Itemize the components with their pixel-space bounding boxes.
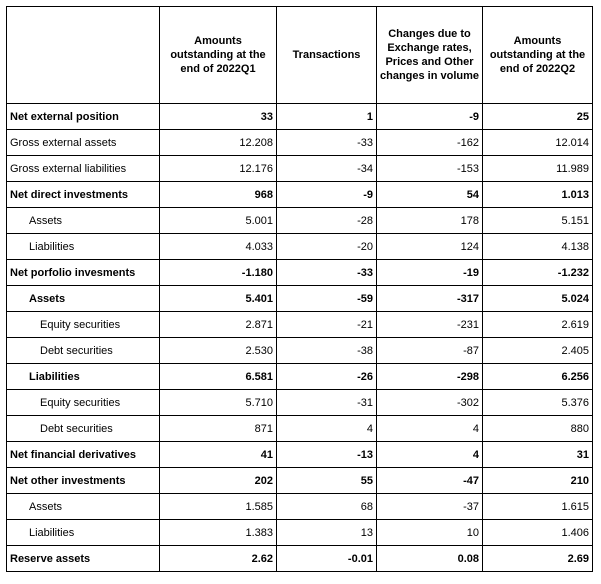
table-row <box>7 468 593 494</box>
table-header-row <box>7 7 593 104</box>
q2-outstanding-cell: 5.024 <box>483 286 593 312</box>
q1-outstanding-cell: 41 <box>160 442 277 468</box>
external-position-table-container <box>6 6 593 572</box>
transactions-cell: -9 <box>277 182 377 208</box>
other-changes-cell: -302 <box>377 390 483 416</box>
transactions-cell: -59 <box>277 286 377 312</box>
table-row <box>7 520 593 546</box>
header-transactions: Transactions <box>277 7 377 104</box>
q1-outstanding-cell: 12.176 <box>160 156 277 182</box>
table-row <box>7 494 593 520</box>
table-row <box>7 286 593 312</box>
q2-outstanding-cell: 6.256 <box>483 364 593 390</box>
q1-outstanding-cell: 33 <box>160 104 277 130</box>
transactions-cell: -26 <box>277 364 377 390</box>
table-row <box>7 182 593 208</box>
q2-outstanding-cell: 2.405 <box>483 338 593 364</box>
external-position-table <box>6 6 593 572</box>
other-changes-cell: -9 <box>377 104 483 130</box>
transactions-cell: -31 <box>277 390 377 416</box>
q1-outstanding-cell: 2.62 <box>160 546 277 572</box>
row-label-cell: Assets <box>7 208 160 234</box>
row-label-cell: Net direct investments <box>7 182 160 208</box>
table-row <box>7 130 593 156</box>
table-row <box>7 416 593 442</box>
header-other-changes: Changes due to Exchange rates, Prices and Other changes in volume <box>377 7 483 104</box>
table-body <box>7 104 593 572</box>
q1-outstanding-cell: 4.033 <box>160 234 277 260</box>
q1-outstanding-cell: 871 <box>160 416 277 442</box>
q2-outstanding-cell: 5.376 <box>483 390 593 416</box>
q1-outstanding-cell: 5.710 <box>160 390 277 416</box>
row-label-cell: Reserve assets <box>7 546 160 572</box>
row-label-cell: Liabilities <box>7 364 160 390</box>
row-label-cell: Debt securities <box>7 416 160 442</box>
other-changes-cell: 4 <box>377 442 483 468</box>
row-label-cell: Gross external liabilities <box>7 156 160 182</box>
other-changes-cell: -87 <box>377 338 483 364</box>
other-changes-cell: -47 <box>377 468 483 494</box>
other-changes-cell: -37 <box>377 494 483 520</box>
q1-outstanding-cell: 6.581 <box>160 364 277 390</box>
q2-outstanding-cell: 1.406 <box>483 520 593 546</box>
row-label-cell: Assets <box>7 286 160 312</box>
q2-outstanding-cell: -1.232 <box>483 260 593 286</box>
row-label-cell: Assets <box>7 494 160 520</box>
q2-outstanding-cell: 4.138 <box>483 234 593 260</box>
table-row <box>7 442 593 468</box>
q1-outstanding-cell: 2.871 <box>160 312 277 338</box>
q2-outstanding-cell: 210 <box>483 468 593 494</box>
table-row <box>7 338 593 364</box>
table-row <box>7 208 593 234</box>
q2-outstanding-cell: 31 <box>483 442 593 468</box>
other-changes-cell: 124 <box>377 234 483 260</box>
transactions-cell: -38 <box>277 338 377 364</box>
other-changes-cell: 0.08 <box>377 546 483 572</box>
q1-outstanding-cell: 2.530 <box>160 338 277 364</box>
table-row <box>7 312 593 338</box>
row-label-cell: Gross external assets <box>7 130 160 156</box>
transactions-cell: -34 <box>277 156 377 182</box>
header-q2-outstanding: Amounts outstanding at the end of 2022Q2 <box>483 7 593 104</box>
transactions-cell: 1 <box>277 104 377 130</box>
table-row <box>7 156 593 182</box>
table-row <box>7 234 593 260</box>
transactions-cell: -33 <box>277 130 377 156</box>
q2-outstanding-cell: 12.014 <box>483 130 593 156</box>
row-label-cell: Net external position <box>7 104 160 130</box>
row-label-cell: Liabilities <box>7 234 160 260</box>
header-corner-cell <box>7 7 160 104</box>
header-q1-outstanding: Amounts outstanding at the end of 2022Q1 <box>160 7 277 104</box>
other-changes-cell: 54 <box>377 182 483 208</box>
transactions-cell: -21 <box>277 312 377 338</box>
other-changes-cell: -153 <box>377 156 483 182</box>
other-changes-cell: -317 <box>377 286 483 312</box>
q1-outstanding-cell: 1.585 <box>160 494 277 520</box>
other-changes-cell: 4 <box>377 416 483 442</box>
other-changes-cell: -298 <box>377 364 483 390</box>
row-label-cell: Equity securities <box>7 312 160 338</box>
q1-outstanding-cell: 5.001 <box>160 208 277 234</box>
transactions-cell: -13 <box>277 442 377 468</box>
q2-outstanding-cell: 5.151 <box>483 208 593 234</box>
row-label-cell: Net financial derivatives <box>7 442 160 468</box>
q2-outstanding-cell: 25 <box>483 104 593 130</box>
table-row <box>7 104 593 130</box>
q1-outstanding-cell: 5.401 <box>160 286 277 312</box>
table-row <box>7 260 593 286</box>
q1-outstanding-cell: 202 <box>160 468 277 494</box>
q1-outstanding-cell: 968 <box>160 182 277 208</box>
row-label-cell: Net other investments <box>7 468 160 494</box>
transactions-cell: -28 <box>277 208 377 234</box>
transactions-cell: -0.01 <box>277 546 377 572</box>
other-changes-cell: -19 <box>377 260 483 286</box>
other-changes-cell: 178 <box>377 208 483 234</box>
row-label-cell: Debt securities <box>7 338 160 364</box>
table-row <box>7 546 593 572</box>
q1-outstanding-cell: -1.180 <box>160 260 277 286</box>
transactions-cell: -33 <box>277 260 377 286</box>
other-changes-cell: 10 <box>377 520 483 546</box>
transactions-cell: 55 <box>277 468 377 494</box>
other-changes-cell: -231 <box>377 312 483 338</box>
other-changes-cell: -162 <box>377 130 483 156</box>
q2-outstanding-cell: 880 <box>483 416 593 442</box>
table-row <box>7 364 593 390</box>
q2-outstanding-cell: 2.69 <box>483 546 593 572</box>
row-label-cell: Net porfolio invesments <box>7 260 160 286</box>
q1-outstanding-cell: 1.383 <box>160 520 277 546</box>
row-label-cell: Equity securities <box>7 390 160 416</box>
q2-outstanding-cell: 2.619 <box>483 312 593 338</box>
q1-outstanding-cell: 12.208 <box>160 130 277 156</box>
q2-outstanding-cell: 1.013 <box>483 182 593 208</box>
transactions-cell: 68 <box>277 494 377 520</box>
q2-outstanding-cell: 11.989 <box>483 156 593 182</box>
transactions-cell: 13 <box>277 520 377 546</box>
transactions-cell: -20 <box>277 234 377 260</box>
table-row <box>7 390 593 416</box>
q2-outstanding-cell: 1.615 <box>483 494 593 520</box>
row-label-cell: Liabilities <box>7 520 160 546</box>
transactions-cell: 4 <box>277 416 377 442</box>
